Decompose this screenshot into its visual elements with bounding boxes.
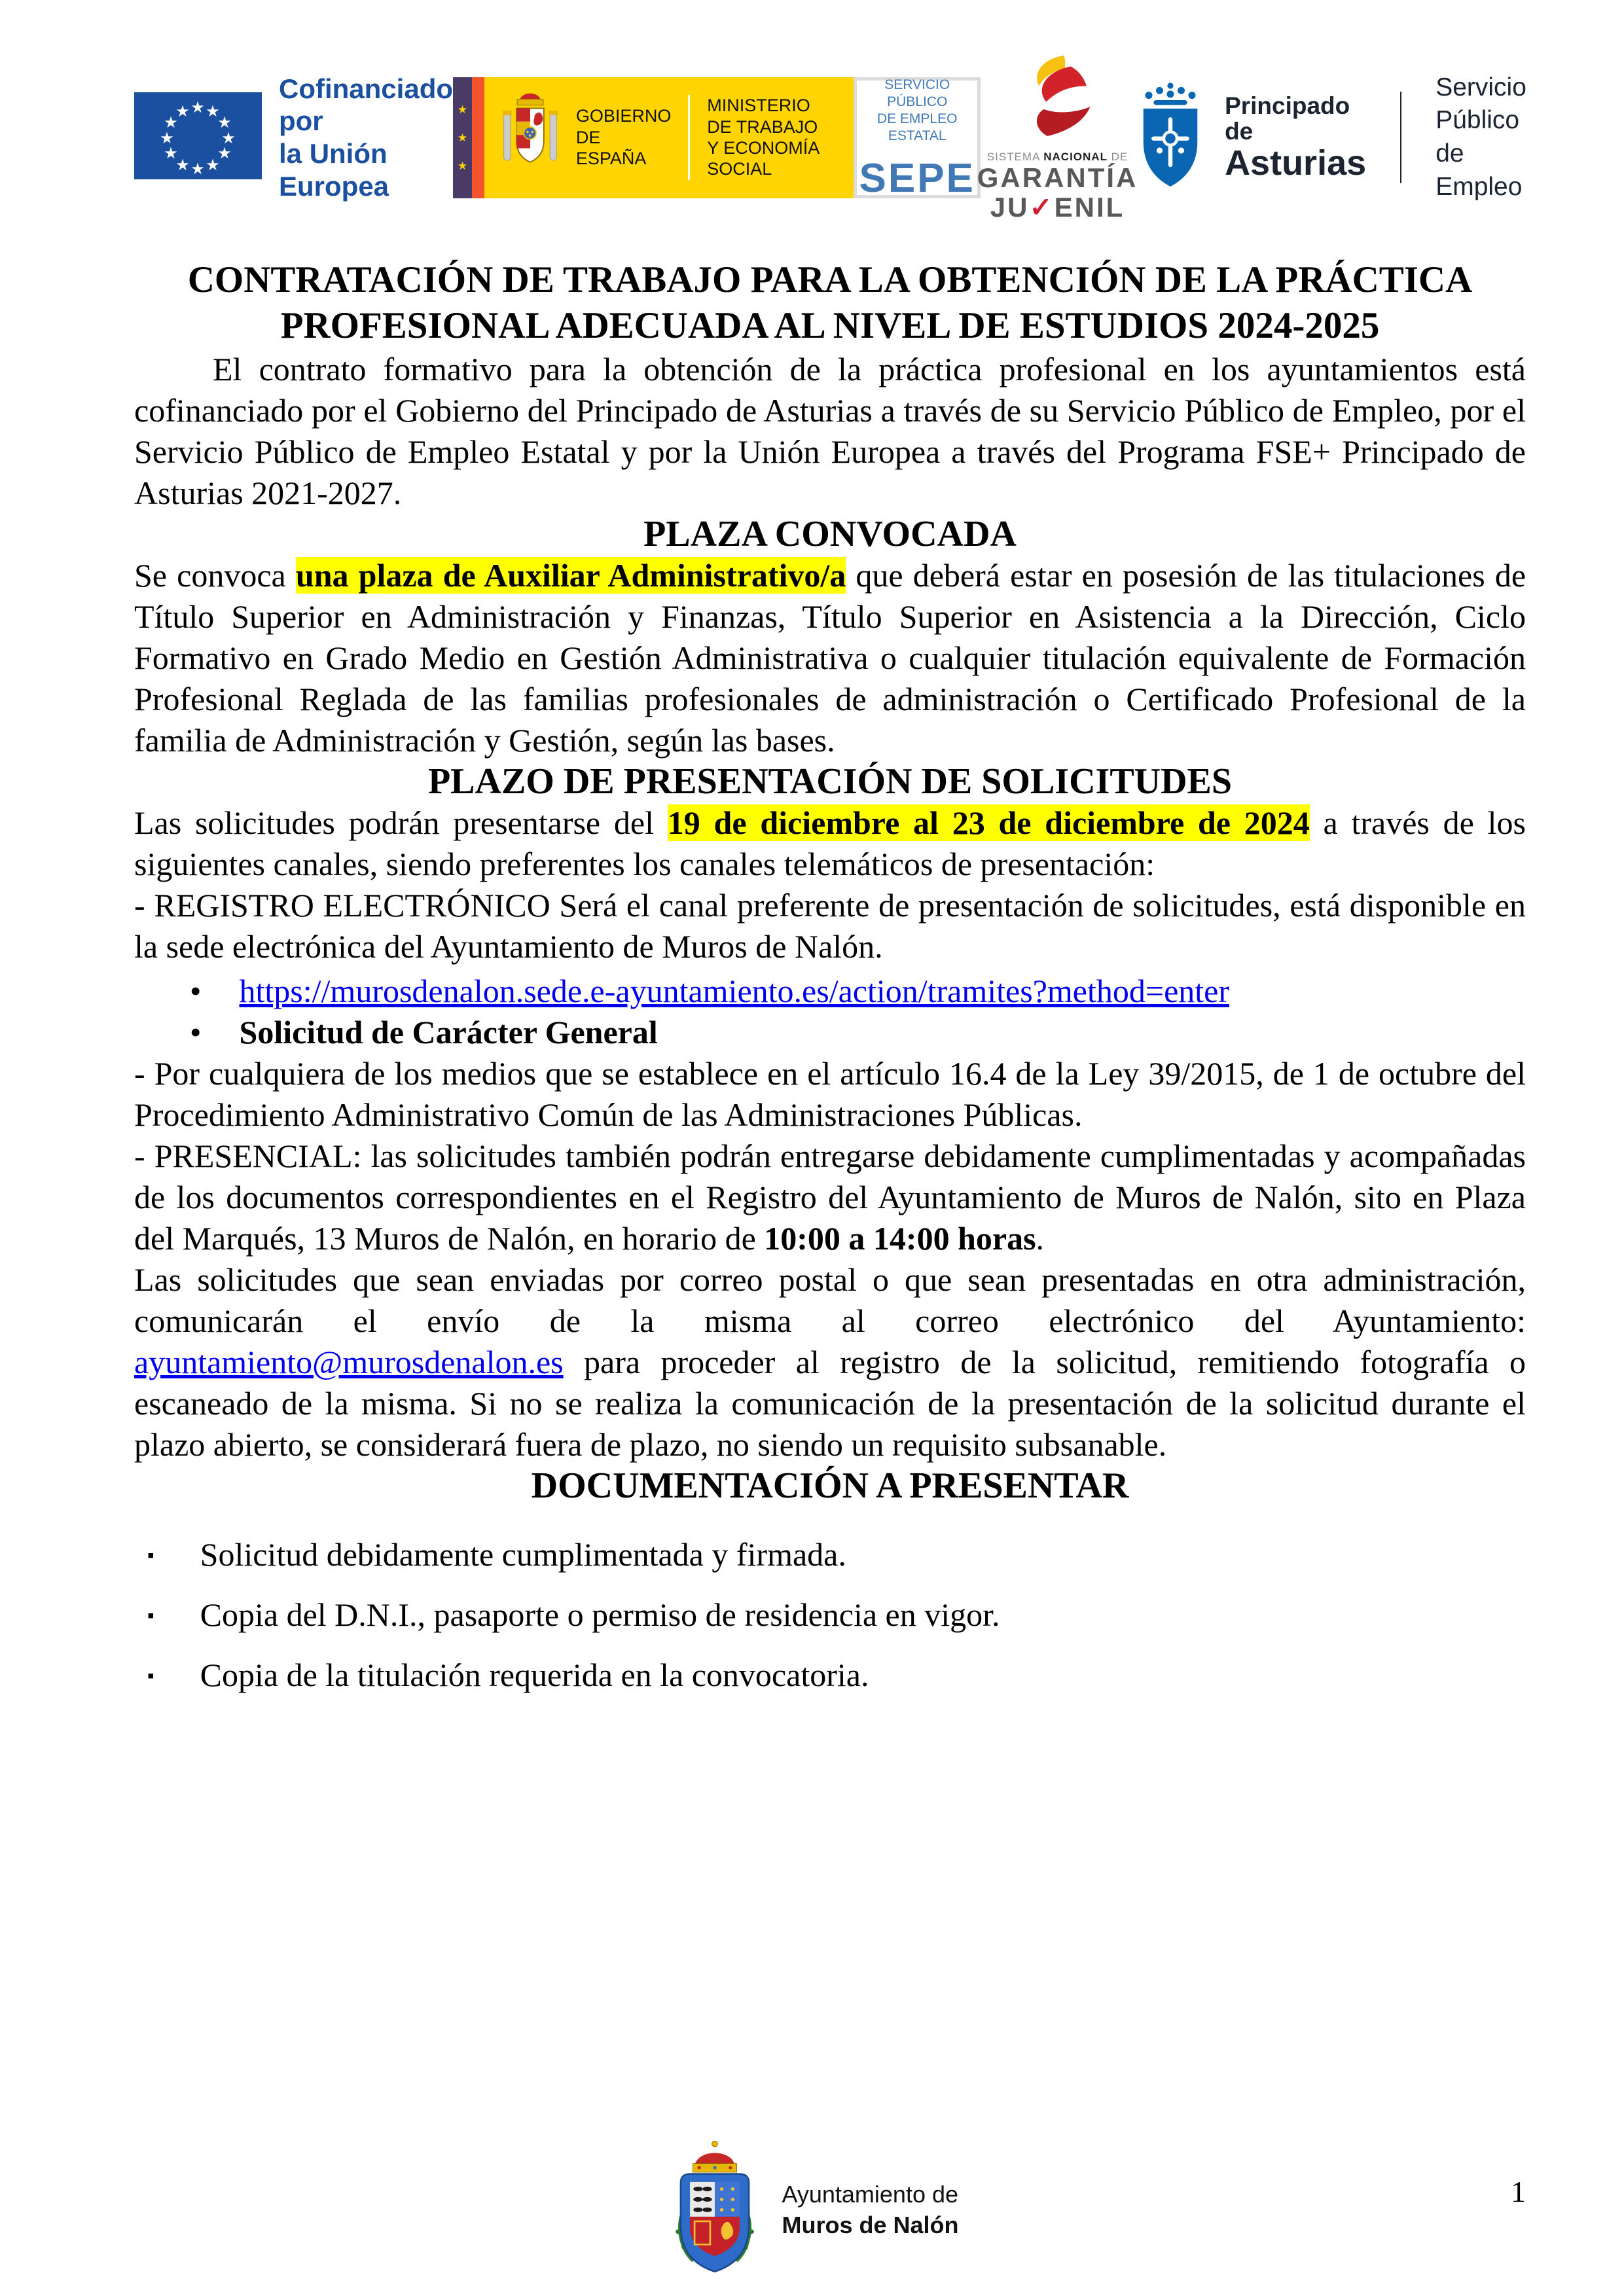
solicitud-general-label: Solicitud de Carácter General: [239, 1014, 658, 1050]
sepe-logo: SERVICIO PÚBLICO DE EMPLEO ESTATAL SEPE: [854, 77, 981, 198]
spain-flag-stripe2-icon: [472, 77, 484, 198]
sede-electronica-link[interactable]: https://murosdenalon.sede.e-ayuntamiento.es/action/tramites?method=enter: [239, 973, 1229, 1009]
svg-text:★: ★: [221, 129, 236, 147]
svg-text:★: ★: [190, 160, 205, 178]
presencial-paragraph: - PRESENCIAL: las solicitudes también podrán entregarse debidamente cumplimentadas y acompañadas de los documentos correspondientes en el Registro del Ayuntamiento de Muros de Nalón, sito en Plaza del Marqués, 13 Muros de Nalón, en horario de 10:00 a 14:00 horas.: [134, 1138, 1526, 1257]
garantia-juvenil-ribbon-icon: [1012, 53, 1104, 148]
svg-text:★: ★: [160, 129, 174, 147]
correo-paragraph: Las solicitudes que sean enviadas por correo postal o que sean presentadas en otra administración, comunicarán el envío de la misma al correo electrónico del Ayuntamiento: ayuntamiento@murosdenalon.es para proceder al registro de la solicitud, remitiendo fotografía o escaneado de la misma. Si no se realiza la comunicación de la presentación de la solicitud durante el plazo abierto, se considerará fuera de plazo, no siendo un requisito subsanable.: [134, 1261, 1526, 1463]
highlighted-text: una plaza de Auxiliar Administrativo/a: [295, 557, 846, 594]
svg-text:★: ★: [175, 156, 190, 174]
medios-paragraph: - Por cualquiera de los medios que se establece en el artículo 16.4 de la Ley 39/2015, de 1 de octubre del Procedimiento Administrativo Común de las Administraciones Públicas.: [134, 1055, 1526, 1133]
documentacion-list: [147, 1534, 1526, 1700]
asturias-shield-icon: [1134, 81, 1206, 195]
page-title: CONTRATACIÓN DE TRABAJO PARA LA OBTENCIÓN DE LA PRÁCTICA PROFESIONAL ADECUADA AL NIVEL DE ESTUDIOS 2024-2025: [187, 259, 1473, 346]
bullet-icon: •: [190, 1014, 202, 1050]
list-item: [190, 1012, 1526, 1053]
svg-text:★: ★: [164, 144, 178, 162]
svg-text:★: ★: [217, 113, 232, 132]
asturias-logo: Principado de Asturias Servicio Público de Empleo: [1134, 71, 1528, 204]
square-bullet-icon: ▪: [147, 1605, 154, 1626]
section-heading-documentacion: DOCUMENTACIÓN A PRESENTAR: [531, 1465, 1129, 1506]
ministerio-text: MINISTERIO DE TRABAJO Y ECONOMÍA SOCIAL: [707, 96, 819, 179]
page-number: 1: [1511, 2175, 1526, 2208]
divider: [688, 95, 690, 180]
intro-paragraph: El contrato formativo para la obtención de la práctica profesional en los ayuntamientos está cofinanciado por el Gobierno del Principado de Asturias a través de su Servicio Público de Empleo, por el Servicio Público de Empleo Estatal y por la Unión Europea a través del Programa FSE+ Principado de Asturias 2021-2027.: [134, 351, 1526, 511]
plaza-paragraph: Se convoca una plaza de Auxiliar Administrativo/a que deberá estar en posesión de las titulaciones de Título Superior en Administración y Finanzas, Título Superior en Asistencia a la Dirección, Ciclo Formativo en Grado Medio en Gestión Administrativa o cualquier titulación equivalente de Formación Profesional Reglada de las familias profesionales de administración o Certificado Profesional de la familia de Administración y Gestión, según las bases.: [134, 557, 1526, 759]
spain-government-logo: [453, 77, 981, 201]
list-item: ▪ Copia del D.N.I., pasaporte o permiso de residencia en vigor.: [147, 1594, 1526, 1640]
section-heading-plaza: PLAZA CONVOCADA: [643, 514, 1017, 554]
svg-text:★: ★: [190, 98, 205, 117]
plazo-paragraph: Las solicitudes podrán presentarse del 19 de diciembre al 23 de diciembre de 2024 a través de los siguientes canales, siendo preferentes los canales telemáticos de presentación:: [134, 804, 1526, 882]
svg-text:★: ★: [175, 102, 190, 120]
list-item: ▪ Copia de la titulación requerida en la convocatoria.: [147, 1655, 1526, 1700]
registro-links-list: [190, 971, 1526, 1053]
garantia-juvenil-logo: SISTEMA NACIONAL DE GARANTÍA JU✓ENIL: [981, 53, 1134, 221]
svg-text:★: ★: [164, 113, 178, 132]
highlighted-date: 19 de diciembre al 23 de diciembre de 2024: [667, 804, 1310, 841]
eu-logo-text: Cofinanciado por la Unión Europea: [279, 73, 454, 202]
eu-cofunded-logo: [134, 73, 453, 202]
svg-text:★: ★: [206, 102, 220, 120]
check-icon: ✓: [1029, 191, 1055, 223]
square-bullet-icon: ▪: [147, 1665, 154, 1687]
svg-text:★: ★: [217, 144, 232, 162]
spain-coat-of-arms-icon: [501, 87, 559, 188]
section-heading-plazo: PLAZO DE PRESENTACIÓN DE SOLICITUDES: [427, 761, 1233, 802]
horario-bold: 10:00 a 14:00 horas: [764, 1220, 1036, 1257]
bullet-icon: •: [190, 973, 202, 1009]
list-item: [190, 971, 1526, 1012]
list-item: ▪ Solicitud debidamente cumplimentada y firmada.: [147, 1534, 1526, 1580]
header-logos: [134, 62, 1526, 223]
eu-flag-icon: [134, 92, 262, 183]
divider: [1400, 92, 1401, 183]
gobierno-text: GOBIERNO DE ESPAÑA: [575, 106, 672, 169]
ayuntamiento-footer-logo: Ayuntamiento de Muros de Nalón: [665, 2135, 958, 2286]
muros-de-nalon-shield-icon: [665, 2135, 763, 2286]
email-link[interactable]: ayuntamiento@murosdenalon.es: [134, 1344, 564, 1380]
square-bullet-icon: ▪: [147, 1545, 154, 1566]
spain-flag-stripe-icon: ★ ★ ★: [453, 77, 472, 198]
svg-text:★: ★: [206, 156, 220, 174]
registro-paragraph: - REGISTRO ELECTRÓNICO Será el canal preferente de presentación de solicitudes, está disponible en la sede electrónica del Ayuntamiento de Muros de Nalón.: [134, 887, 1526, 965]
